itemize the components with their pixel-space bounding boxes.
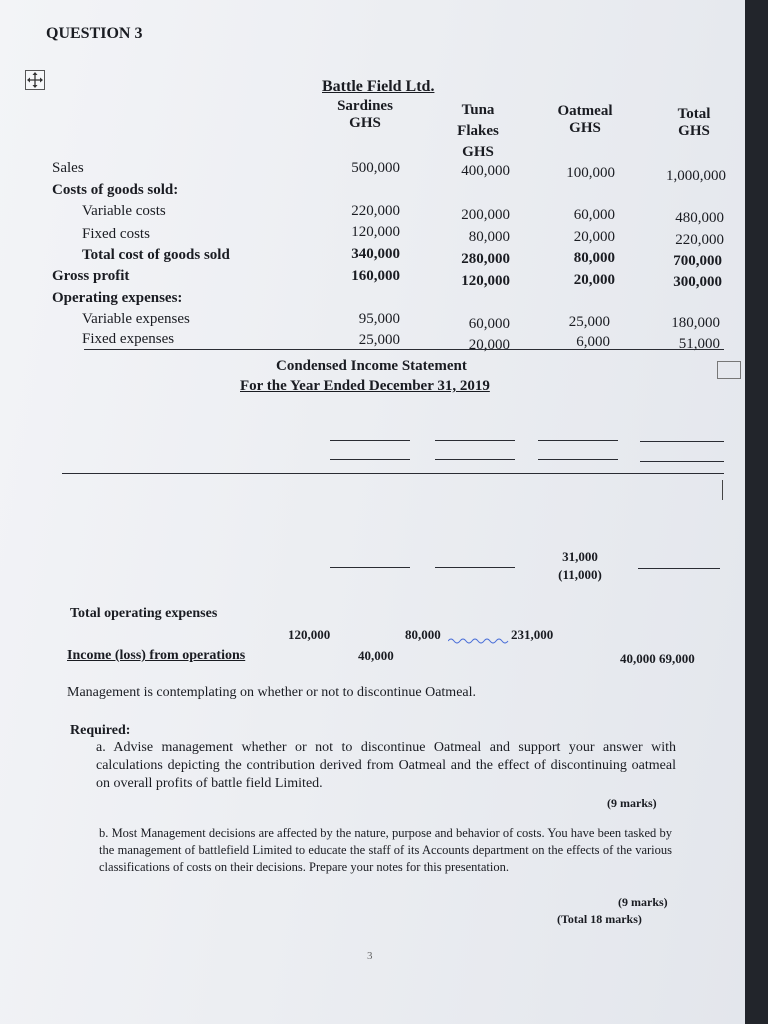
variable-costs-sardines: 220,000 xyxy=(351,203,400,219)
total-cogs-sardines: 340,000 xyxy=(351,246,400,262)
row-label-total-cogs: Total cost of goods sold xyxy=(82,247,230,263)
total-opex-sardines: 120,000 xyxy=(288,627,331,642)
row-label-variable-expenses: Variable expenses xyxy=(82,311,190,327)
blank-line xyxy=(640,461,724,462)
page-number: 3 xyxy=(367,950,373,962)
sales-tuna: 400,000 xyxy=(461,163,510,179)
sales-oatmeal: 100,000 xyxy=(566,165,615,181)
required-label: Required: xyxy=(70,723,131,738)
table-rule xyxy=(84,349,724,350)
variable-expenses-total: 180,000 xyxy=(671,315,720,331)
gross-profit-total: 300,000 xyxy=(673,274,722,290)
total-cogs-oatmeal: 80,000 xyxy=(573,250,615,266)
income-ops-sardines: 40,000 xyxy=(358,648,394,663)
fixed-costs-sardines: 120,000 xyxy=(351,224,400,240)
part-b-marks: (9 marks) xyxy=(618,895,668,909)
blank-line xyxy=(435,440,515,441)
fixed-costs-total: 220,000 xyxy=(675,232,724,248)
row-label-gross-profit: Gross profit xyxy=(52,268,130,284)
table-resize-box-icon[interactable] xyxy=(717,361,741,379)
gross-profit-tuna: 120,000 xyxy=(461,273,510,289)
col-header-tuna: Tuna Flakes GHS xyxy=(457,102,499,160)
table-move-handle-icon[interactable] xyxy=(25,70,45,90)
blank-line xyxy=(435,567,515,568)
fixed-costs-tuna: 80,000 xyxy=(468,229,510,245)
screen-edge xyxy=(745,0,768,1024)
blank-line xyxy=(435,459,515,460)
cogs-header: Costs of goods sold: xyxy=(52,182,179,198)
total-marks: (Total 18 marks) xyxy=(557,912,642,926)
part-b-text: b. Most Management decisions are affected by the nature, purpose and behavior of costs. You have been tasked by the management of battlefield Limited to educate the staff of its Accounts department on the effects of the various classifications of costs on their decisions. Prepare your notes for this presentation. xyxy=(99,826,672,874)
spellcheck-squiggle-icon xyxy=(448,637,510,645)
variable-costs-total: 480,000 xyxy=(675,210,724,226)
sales-sardines: 500,000 xyxy=(351,160,400,176)
part-a-text: a. Advise management whether or not to discontinue Oatmeal and support your answer with calculations depicting the contribution derived from Oatmeal and the effect of discontinuing oatmeal on overall profits of battle field Limited. xyxy=(96,740,676,791)
blank-line xyxy=(538,440,618,441)
col-header-oatmeal: Oatmeal GHS xyxy=(557,103,613,136)
total-opex-tuna: 80,000 xyxy=(405,627,441,642)
cell-border xyxy=(722,480,723,500)
total-cogs-total: 700,000 xyxy=(673,253,722,269)
blank-line xyxy=(330,440,410,441)
variable-expenses-sardines: 95,000 xyxy=(358,311,400,327)
fixed-expenses-total: 51,000 xyxy=(678,336,720,352)
statement-title: Condensed Income Statement xyxy=(276,358,467,374)
variable-expenses-oatmeal: 25,000 xyxy=(568,314,610,330)
blank-line xyxy=(330,459,410,460)
variable-costs-tuna: 200,000 xyxy=(461,207,510,223)
intro-text: Management is contemplating on whether or not to discontinue Oatmeal. xyxy=(67,685,477,700)
fixed-expenses-sardines: 25,000 xyxy=(358,332,400,348)
row-label-fixed-expenses: Fixed expenses xyxy=(82,331,175,347)
opex-header: Operating expenses: xyxy=(52,290,183,306)
blank-line xyxy=(638,568,720,569)
section-rule xyxy=(62,473,724,474)
variable-costs-oatmeal: 60,000 xyxy=(573,207,615,223)
sales-total: 1,000,000 xyxy=(666,168,726,184)
income-ops-tail: 40,000 69,000 xyxy=(620,651,695,666)
total-cogs-tuna: 280,000 xyxy=(461,251,510,267)
oatmeal-subtotals: 31,000 (11,000) xyxy=(558,549,602,582)
blank-line xyxy=(538,459,618,460)
col-header-sardines: Sardines GHS xyxy=(337,98,393,131)
row-label-variable-costs: Variable costs xyxy=(82,203,166,219)
blank-line xyxy=(330,567,410,568)
fixed-costs-oatmeal: 20,000 xyxy=(573,229,615,245)
row-label-sales: Sales xyxy=(52,160,84,176)
row-label-fixed-costs: Fixed costs xyxy=(82,226,150,242)
blank-line xyxy=(640,441,724,442)
fixed-expenses-tuna: 20,000 xyxy=(468,337,510,353)
variable-expenses-tuna: 60,000 xyxy=(468,316,510,332)
col-header-total: Total GHS xyxy=(677,106,711,139)
fixed-expenses-oatmeal: 6,000 xyxy=(576,334,610,350)
part-a-marks: (9 marks) xyxy=(607,796,657,810)
gross-profit-sardines: 160,000 xyxy=(351,268,400,284)
statement-period: For the Year Ended December 31, 2019 xyxy=(240,378,490,394)
question-title: QUESTION 3 xyxy=(46,25,143,42)
company-name: Battle Field Ltd. xyxy=(322,78,435,95)
gross-profit-oatmeal: 20,000 xyxy=(573,272,615,288)
row-label-income-ops: Income (loss) from operations xyxy=(67,648,246,663)
row-label-total-opex: Total operating expenses xyxy=(70,606,218,621)
total-opex-total: 231,000 xyxy=(511,627,554,642)
